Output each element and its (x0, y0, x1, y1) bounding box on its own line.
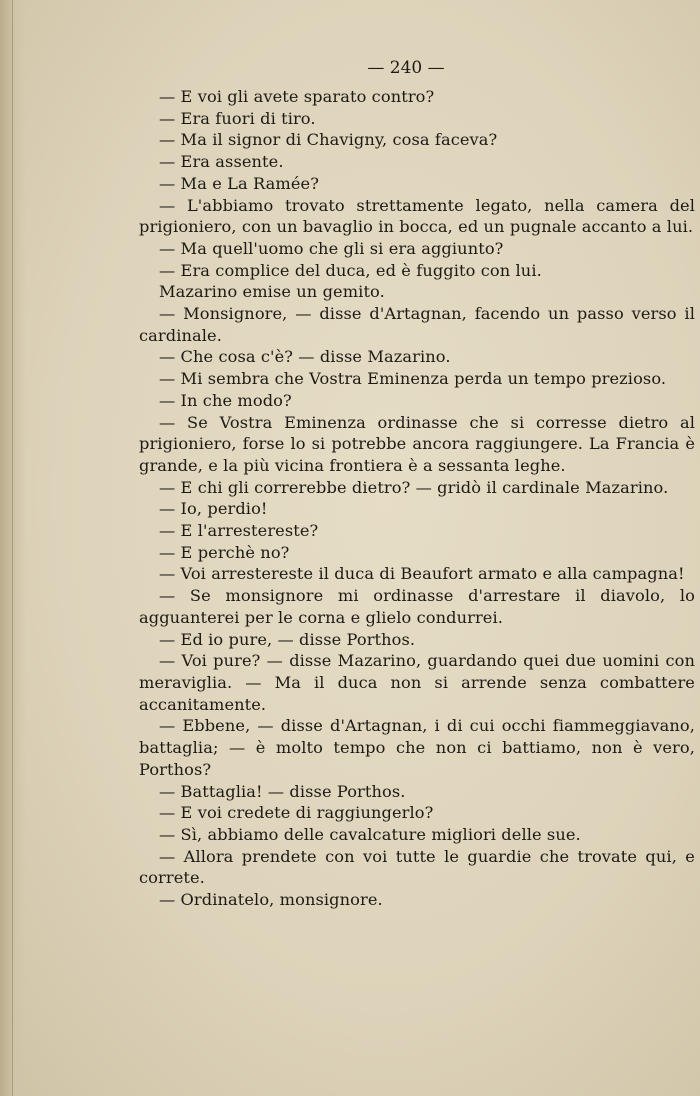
page-spine-shadow (0, 0, 26, 1096)
paragraph: — Voi arrestereste il duca di Beaufort armato e alla campagna! (159, 564, 685, 584)
paragraph: — Ma quell'uomo che gli si era aggiunto? (159, 238, 504, 258)
paragraph: — Ed io pure, — disse Porthos. (159, 629, 416, 649)
page-number: — 240 — (367, 58, 445, 78)
paragraph: Mazarino emise un gemito. (159, 282, 385, 302)
paragraph: — Era fuori di tiro. (159, 108, 316, 128)
body-text (139, 86, 695, 911)
paragraph: — Monsignore, — disse d'Artagnan, facendo un passo verso il cardinale. (139, 304, 695, 345)
paragraph: — Sì, abbiamo delle cavalcature migliori delle sue. (159, 824, 581, 844)
paragraph: — E voi credete di raggiungerlo? (159, 803, 434, 823)
paragraph: — Ma e La Ramée? (159, 173, 319, 193)
paragraph: — Ordinatelo, monsignore. (159, 890, 383, 910)
paragraph: — E chi gli correrebbe dietro? — gridò il cardinale Mazarino. (159, 477, 669, 497)
paragraph: — L'abbiamo trovato strettamente legato, nella camera del prigioniero, con un bavaglio in bocca, ed un pugnale accanto a lui. (139, 195, 695, 237)
paragraph: — Se monsignore mi ordinasse d'arrestare il diavolo, lo agguanterei per le corna e glielo condurrei. (139, 586, 695, 627)
paragraph: — Allora prendete con voi tutte le guardie che trovate qui, e correte. (139, 846, 695, 888)
paragraph: — Se Vostra Eminenza ordinasse che si corresse dietro al prigioniero, forse lo si potrebbe ancora raggiungere. La Francia è grande, e la più vicina frontiera è a sessanta leghe. (139, 412, 695, 475)
paragraph: — Battaglia! — disse Porthos. (159, 781, 406, 801)
paragraph: — Ma il signor di Chavigny, cosa faceva? (159, 130, 498, 150)
paragraph: — Mi sembra che Vostra Eminenza perda un tempo prezioso. (159, 369, 667, 389)
paragraph: — Io, perdio! (159, 499, 268, 519)
paragraph: — Che cosa c'è? — disse Mazarino. (159, 347, 451, 367)
paragraph: — E perchè no? (159, 542, 290, 562)
paragraph: — Voi pure? — disse Mazarino, guardando quei due uomini con meraviglia. — Ma il duca non si arrende senza combattere accanitamente. (139, 651, 695, 714)
paragraph: — In che modo? (159, 390, 292, 410)
page-spine-fold (12, 0, 13, 1096)
paragraph: — E voi gli avete sparato contro? (159, 87, 435, 106)
paragraph: — E l'arrestereste? (159, 521, 319, 541)
paragraph: — Era assente. (159, 152, 284, 172)
paragraph: — Ebbene, — disse d'Artagnan, i di cui occhi fiammeggiavano, battaglia; — è molto tempo che non ci battiamo, non è vero, Porthos? (139, 716, 695, 779)
paragraph: — Era complice del duca, ed è fuggito con lui. (159, 260, 542, 280)
